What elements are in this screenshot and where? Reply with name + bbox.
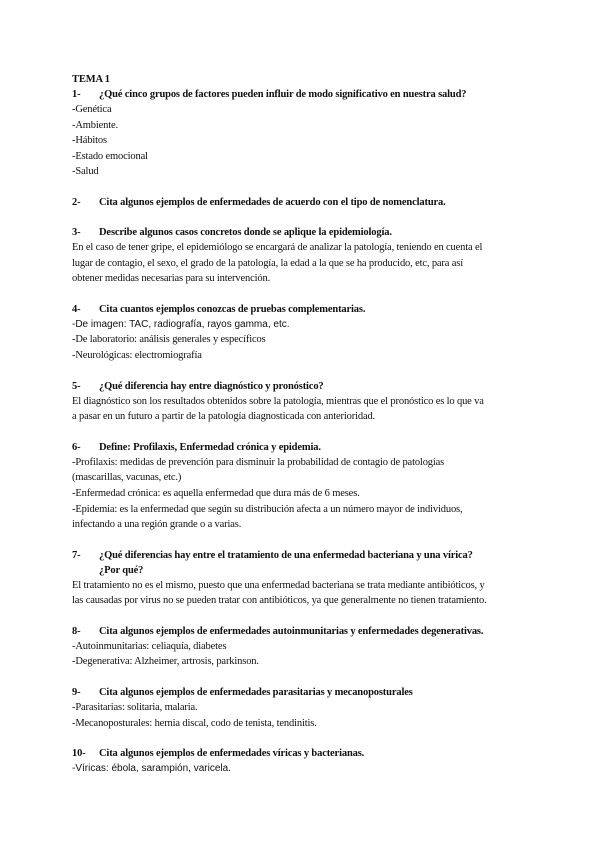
question-10 [72,746,532,761]
answer-line: El diagnóstico son los resultados obtenidos sobre la patología, mientras que el pronóstico es lo que va [72,395,484,407]
answer-line: -De laboratorio: análisis generales y específicos [72,334,266,346]
question-text: Define: Profilaxis, Enfermedad crónica y epidemia. [99,441,321,453]
answer-line: (mascarillas, vacunas, etc.) [72,472,182,484]
question-number: 5- [72,380,81,392]
answer-line: -De imagen: TAC, radiografía, rayos gamma, etc. [72,318,290,330]
answer-line: -Epidemia: es la enfermedad que según su distribución afecta a un número mayor de individuos, [72,503,463,515]
question-text: Describe algunos casos concretos donde se aplique la epidemiología. [99,226,392,238]
document-title: TEMA 1 [72,74,110,85]
question-text: Cita algunos ejemplos de enfermedades víricas y bacterianas. [99,748,365,760]
question-number: 3- [72,226,81,238]
answer-line: -Ambiente. [72,119,119,131]
answer-line: lugar de contagio, el sexo, el grado de la patología, la edad a la que se ha producido, etc, para así [72,257,463,269]
answer-line: -Salud [72,166,99,178]
question-text-continued: ¿Por qué? [99,564,144,576]
question-3 [72,225,532,240]
question-number: 6- [72,441,81,453]
answer-line: -Genética [72,104,112,115]
document-page [72,72,532,777]
question-7 [72,548,532,563]
answer-line: -Autoinmunitarias: celiaquía, diabetes [72,640,227,652]
answer-line: -Profilaxis: medidas de prevención para disminuir la probabilidad de contagio de patologías [72,456,445,468]
answer-line: En el caso de tener gripe, el epidemiólogo se encargará de analizar la patología, teniendo en cuenta el [72,241,483,253]
answer-line: -Parasitarias: solitaria, malaria. [72,702,198,714]
answer-line: -Estado emocional [72,150,148,162]
question-text: ¿Qué diferencia hay entre diagnóstico y pronóstico? [99,380,324,392]
question-number: 1- [72,89,81,100]
question-6 [72,440,532,455]
answer-line: -Enfermedad crónica: es aquella enfermedad que dura más de 6 meses. [72,487,360,499]
question-text: ¿Qué diferencias hay entre el tratamiento de una enfermedad bacteriana y una vírica? [99,549,473,561]
question-9 [72,685,532,700]
question-number: 2- [72,196,81,208]
question-5 [72,379,532,394]
answer-line: obtener medidas necesarias para su intervención. [72,273,271,285]
question-text: Cita algunos ejemplos de enfermedades de acuerdo con el tipo de nomenclatura. [99,196,446,208]
question-4 [72,302,532,317]
question-8 [72,624,532,639]
question-number: 10- [72,748,86,760]
question-number: 7- [72,549,81,561]
answer-line: a pasar en un futuro a partir de la patología diagnosticada con anterioridad. [72,411,376,423]
answer-line: las causadas por virus no se pueden tratar con antibióticos, ya que generalmente no tienen tratamiento. [72,595,487,607]
answer-line: -Neurológicas: electromiografía [72,349,202,361]
question-number: 8- [72,625,81,637]
answer-line: -Degenerativa: Alzheimer, artrosis, parkinson. [72,656,259,668]
answer-line: infectando a una región grande o a varias. [72,519,242,531]
question-text: Cita cuantos ejemplos conozcas de pruebas complementarias. [99,303,366,315]
answer-line: -Víricas: ébola, sarampión, varicela. [72,763,231,775]
question-2 [72,195,532,210]
question-number: 9- [72,687,81,699]
question-text: ¿Qué cinco grupos de factores pueden influir de modo significativo en nuestra salud? [99,89,467,100]
question-text: Cita algunos ejemplos de enfermedades parasitarias y mecanoposturales [99,687,413,699]
answer-line: -Hábitos [72,135,107,147]
question-number: 4- [72,303,81,315]
question-1 [72,87,532,102]
answer-line: El tratamiento no es el mismo, puesto que una enfermedad bacteriana se trata mediante antibióticos, y [72,579,485,591]
answer-line: -Mecanoposturales: hernia discal, codo de tenista, tendinitis. [72,717,317,729]
question-text: Cita algunos ejemplos de enfermedades autoinmunitarias y enfermedades degenerativas. [99,625,484,637]
